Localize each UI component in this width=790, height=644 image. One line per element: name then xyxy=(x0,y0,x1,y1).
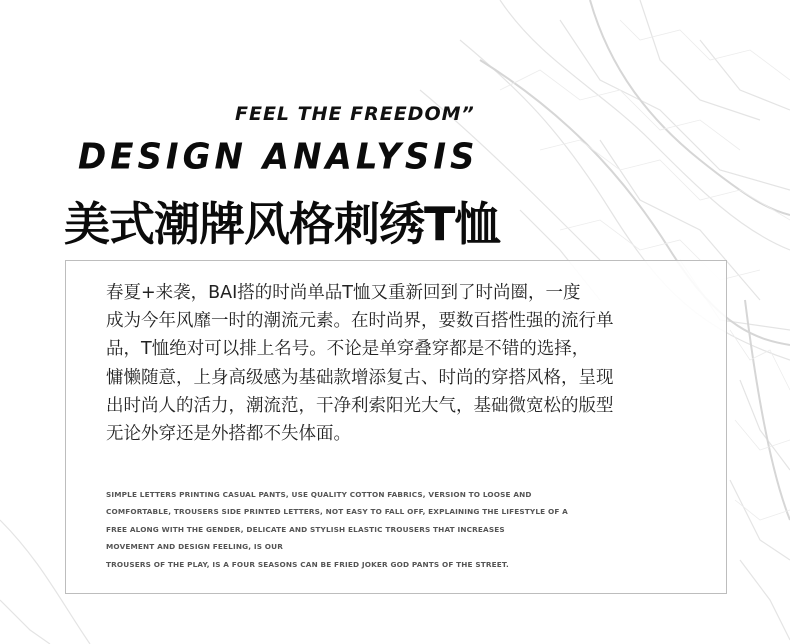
description-line: 慵懒随意，上身高级感为基础款增添复古、时尚的穿搭风格，呈现 xyxy=(106,367,614,388)
chinese-description xyxy=(106,279,710,448)
description-line: 无论外穿还是外搭都不失体面。 xyxy=(106,424,351,445)
product-title: 美式潮牌风格刺绣T恤 xyxy=(64,197,500,251)
description-line: 出时尚人的活力，潮流范，干净利索阳光大气，基础微宽松的版型 xyxy=(106,395,614,416)
english-line: COMFORTABLE, TROUSERS SIDE PRINTED LETTERS, NOT EASY TO FALL OFF, EXPLAINING THE LIFESTYLE OF A xyxy=(106,507,568,517)
description-line: 春夏+来袭，BAI搭的时尚单品T恤又重新回到了时尚圈，一度 xyxy=(106,283,581,303)
english-line: FREE ALONG WITH THE GENDER, DELICATE AND STYLISH ELASTIC TROUSERS THAT INCREASES xyxy=(106,524,505,534)
design-analysis-heading: DESIGN ANALYSIS xyxy=(78,136,479,178)
english-line: SIMPLE LETTERS PRINTING CASUAL PANTS, USE QUALITY COTTON FABRICS, VERSION TO LOOSE AND xyxy=(106,490,532,499)
description-line: 品，T恤绝对可以排上名号。不论是单穿叠穿都是不错的选择， xyxy=(106,339,590,360)
english-line: TROUSERS OF THE PLAY, IS A FOUR SEASONS CAN BE FRIED JOKER GOD PANTS OF THE STREET. xyxy=(106,559,509,569)
tagline: FEEL THE FREEDOM” xyxy=(235,103,475,125)
description-line: 成为今年风靡一时的潮流元素。在时尚界，要数百搭性强的流行单 xyxy=(106,311,614,332)
english-description xyxy=(106,486,686,573)
english-line: MOVEMENT AND DESIGN FEELING, IS OUR xyxy=(106,542,284,552)
